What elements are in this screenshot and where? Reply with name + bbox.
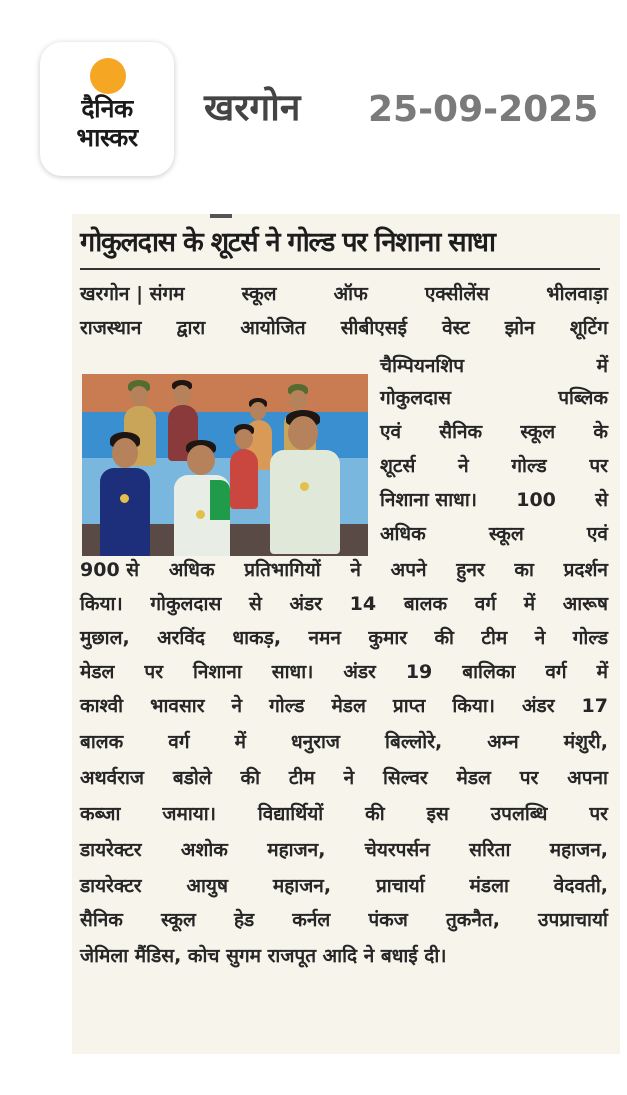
article-text-line <box>80 766 608 790</box>
article-text-line <box>80 838 608 862</box>
article-text-line <box>80 874 608 898</box>
article-word: पब्लिक <box>558 387 608 409</box>
article-word: बालिका <box>462 661 516 683</box>
article-word: उपलब्धि <box>490 803 548 825</box>
article-word: पर <box>519 767 539 789</box>
article-word: बालक <box>80 731 124 753</box>
article-word: सिल्वर <box>382 767 428 789</box>
article-word: ने <box>534 627 546 649</box>
article-word: टीम <box>481 627 508 649</box>
article-word: वेदवती, <box>553 875 608 897</box>
article-word: 900 से <box>80 559 140 581</box>
article-word: पर <box>144 661 163 683</box>
article-word: काश्वी <box>80 695 124 717</box>
article-text-line <box>80 660 608 684</box>
news-clipping <box>72 214 620 1054</box>
logo-text-line1: दैनिक <box>81 94 133 123</box>
article-word: अपने <box>390 559 427 581</box>
article-word: धनुराज <box>290 731 341 753</box>
article-word: 100 <box>516 489 556 511</box>
article-word: द्वारा <box>176 317 206 339</box>
article-word: मुछाल, <box>80 627 130 649</box>
article-word: बडोले <box>172 767 212 789</box>
article-word: के <box>593 421 608 443</box>
article-word: वेस्ट <box>442 317 470 339</box>
article-word: अधिक <box>168 559 215 581</box>
article-word: 17 <box>581 695 608 717</box>
article-word: भावसार <box>150 695 205 717</box>
article-word: वर्ग <box>168 731 190 753</box>
article-word: सैनिक <box>80 909 123 931</box>
article-word: ने <box>458 455 469 477</box>
article-text-line <box>80 730 608 754</box>
article-word: मंशुरी, <box>563 731 608 753</box>
article-word: प्राचार्या <box>375 875 425 897</box>
article-word: कुमार <box>368 627 408 649</box>
article-word: अंडर <box>289 593 322 615</box>
logo-text-line2: भास्कर <box>76 123 138 152</box>
article-word: जमाया। <box>162 803 216 825</box>
article-word: मेडल <box>331 695 366 717</box>
dainik-bhaskar-logo[interactable] <box>40 42 174 176</box>
article-word: प्रदर्शन <box>563 559 608 581</box>
article-word: वर्ग <box>545 661 567 683</box>
article-word: का <box>514 559 534 581</box>
article-word: महाजन, <box>549 839 608 861</box>
article-word: ने <box>231 695 243 717</box>
article-word: शूटर्स <box>380 455 416 477</box>
article-word: मेडल <box>456 767 491 789</box>
article-word: पर <box>589 803 608 825</box>
article-word: चैम्पियनशिप <box>380 355 465 377</box>
article-word: अधिक <box>380 523 426 545</box>
article-word: हुनर <box>456 559 485 581</box>
sun-dot-icon <box>90 58 126 94</box>
article-word: से <box>248 593 262 615</box>
article-word: अपना <box>567 767 608 789</box>
article-word: अरविंद <box>157 627 206 649</box>
article-text-line <box>80 694 608 718</box>
article-word: गोल्ड <box>269 695 305 717</box>
article-word: में <box>596 355 608 377</box>
article-word: आयुष <box>186 875 228 897</box>
article-text-line <box>80 626 608 650</box>
article-word: इस <box>426 803 449 825</box>
article-word: स्कूल <box>160 909 196 931</box>
article-word: गोल्ड <box>511 455 547 477</box>
article-text-line <box>380 522 608 546</box>
clipping-edge-mark <box>210 214 232 218</box>
article-word: विद्यार्थियों <box>257 803 324 825</box>
article-word: नमन <box>308 627 341 649</box>
article-word: साधा। <box>271 661 314 683</box>
header <box>0 0 627 200</box>
article-word: अशोक <box>180 839 228 861</box>
article-word: चेयरपर्सन <box>364 839 430 861</box>
article-word: सीबीएसई <box>340 317 407 339</box>
article-word: जेमिला मैंडिस, कोच सुगम राजपूत आदि ने बधाई दी। <box>80 945 447 967</box>
article-word: की <box>240 767 261 789</box>
article-word: एवं <box>380 421 402 443</box>
article-word: धाकड़, <box>232 627 282 649</box>
article-word: में <box>596 661 608 683</box>
article-word: पर <box>589 455 608 477</box>
article-word: वर्ग <box>474 593 497 615</box>
article-word: हेड <box>233 909 255 931</box>
article-word: निशाना साधा। <box>380 489 477 511</box>
edition-city: खरगोन <box>204 86 301 129</box>
article-word: स्कूल <box>241 283 277 305</box>
article-word: किया। <box>80 593 123 615</box>
article-word: कब्जा <box>80 803 121 825</box>
article-text-line <box>380 354 608 378</box>
headline-underline <box>80 268 600 270</box>
article-word: अंडर <box>343 661 376 683</box>
article-word: अम्न <box>487 731 519 753</box>
article-word: सरिता <box>469 839 511 861</box>
article-text-line <box>80 908 608 932</box>
article-word: महाजन, <box>272 875 332 897</box>
article-word: स्कूल <box>488 523 524 545</box>
article-word: खरगोन | संगम <box>80 283 185 305</box>
article-word: डायरेक्टर <box>80 839 142 861</box>
article-text-line <box>80 802 608 826</box>
article-word: गोकुलदास <box>150 593 222 615</box>
article-word: बिल्लोरे, <box>385 731 443 753</box>
article-word: ऑफ <box>333 283 368 305</box>
article-word: कर्नल <box>292 909 331 931</box>
article-headline: गोकुलदास के शूटर्स ने गोल्ड पर निशाना साधा <box>80 227 495 258</box>
article-text-line <box>80 944 608 968</box>
article-word: भीलवाड़ा <box>546 283 608 305</box>
article-word: अथर्वराज <box>80 767 145 789</box>
article-word: की <box>365 803 385 825</box>
article-word: बालक <box>403 593 448 615</box>
article-word: प्राप्त <box>392 695 426 717</box>
article-word: किया। <box>452 695 495 717</box>
article-word: प्रतिभागियों <box>244 559 321 581</box>
article-word: निशाना <box>193 661 242 683</box>
article-word: मेडल <box>80 661 115 683</box>
article-word: ने <box>350 559 361 581</box>
article-word: पंकज <box>368 909 408 931</box>
article-word: ने <box>343 767 355 789</box>
article-word: एवं <box>586 523 608 545</box>
article-text-line <box>380 420 608 444</box>
article-text-line <box>380 488 608 512</box>
article-text-line <box>80 316 608 340</box>
article-word: झोन <box>504 317 535 339</box>
edition-date: 25-09-2025 <box>368 89 599 130</box>
article-text-line <box>380 386 608 410</box>
article-word: सैनिक <box>439 421 483 443</box>
article-word: एक्सीलेंस <box>424 283 490 305</box>
article-word: शूटिंग <box>569 317 608 339</box>
article-word: आरूष <box>562 593 608 615</box>
article-text-line <box>80 558 608 582</box>
article-word: उपप्राचार्या <box>538 909 608 931</box>
article-text-line <box>80 592 608 616</box>
article-text-line <box>80 282 608 306</box>
article-word: 19 <box>405 661 433 683</box>
article-word: में <box>234 731 246 753</box>
article-word: से <box>595 489 608 511</box>
article-word: आयोजित <box>240 317 306 339</box>
article-word: गोल्ड <box>572 627 608 649</box>
article-word: डायरेक्टर <box>80 875 142 897</box>
article-word: टीम <box>288 767 315 789</box>
article-text-line <box>380 454 608 478</box>
article-word: 14 <box>349 593 377 615</box>
article-word: महाजन, <box>267 839 326 861</box>
article-word: मंडला <box>469 875 509 897</box>
article-word: की <box>434 627 454 649</box>
article-word: अंडर <box>522 695 555 717</box>
article-word: तुकनैत, <box>445 909 500 931</box>
article-photo <box>82 374 368 556</box>
article-word: में <box>523 593 536 615</box>
article-word: गोकुलदास <box>380 387 451 409</box>
article-word: स्कूल <box>520 421 556 443</box>
article-word: राजस्थान <box>80 317 142 339</box>
